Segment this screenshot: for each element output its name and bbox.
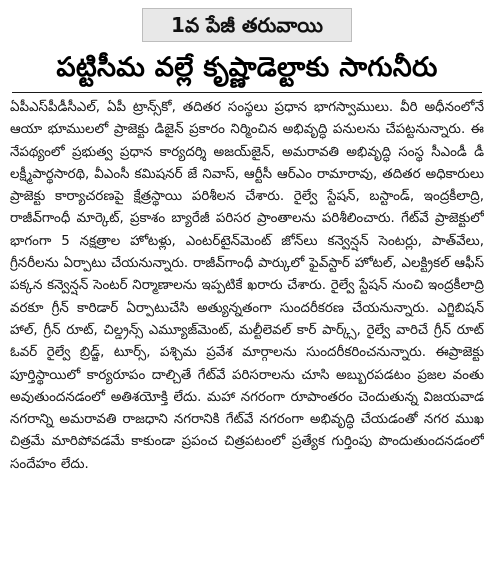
article-body: ఏపీఎస్‌పీడీసీఎల్‌, ఏపీ ట్రాన్స్‌కో, తదితర సంస్థలు ప్రధాన భాగస్వాములు. వీరి అధీనంలోనే ఆయా భూములలో ప్రాజెక్టు డిజైన్‌ ప్రకారం నిర్మించిన అభివృద్ధి పనులను చేపట్టనున్నారు. ఈ నేపథ్యంలో ప్రభుత్వ ప్రధాన కార్యదర్శి అజయ్‌జైన్‌, అమరావతి అభివృద్ధి సంస్థ సీఎండీ డీ లక్ష్మీపార్థసారథి, వీఎంసీ కమిషనర్‌ జే నివాస్‌, ఆర్టీసీ ఆర్‌ఎం రామారావు, తదితర అధికారులు ప్రాజెక్టు కార్యాచరణపై క్షేత్రస్థాయి పరిశీలన చేశారు. రైల్వే స్టేషన్‌, బస్టాండ్‌, ఇంద్రకీలాద్రి, రాజీవ్‌గాంధీ మార్కెట్‌, ప్రకాశం బ్యారేజీ పరిసర ప్రాంతాలను పరిశీలించారు. గేట్‌వే ప్రాజెక్టులో భాగంగా 5 నక్షత్రాల హోటళ్లు, ఎంటర్‌టైన్‌మెంట్‌ జోన్‌లు కన్వెన్షన్‌ సెంటర్లు, పాత్‌వేలు, గ్రీనరీలను ఏర్పాటు చేయనున్నారు. రాజీవ్‌గాంధీ పార్కులో ఫైవ్‌స్టార్‌ హోటల్‌, ఎలక్ట్రికల్‌ ఆఫీస్‌ పక్కన కన్వెన్షన్‌ సెంటర్‌ నిర్మాణాలను ఇప్పటికే ఖరారు చేశారు. రైల్వే స్టేషన్‌ నుంచి ఇంద్రకీలాద్రి వరకూ గ్రీన్‌ కారిడార్‌ ఏర్పాటుచేసి అత్యున్నతంగా సుందరీకరణ చేయనున్నారు. ఎగ్జిబిషన్‌ హాల్‌, గ్రీన్‌ రూట్‌, చిల్డ్రన్స్‌ ఎమ్యూజ్‌మెంట్‌, మల్టీలెవల్‌ కార్‌ పార్క్స్‌, రైల్వే వారిచే గ్రీన్‌ రూట్‌ ఓవర్‌ రైల్వే బ్రిడ్జ్‌, టూర్స్‌, పశ్చిమ ప్రవేశ మార్గాలను సుందరీకరించనున్నారు. ఈప్రాజెక్టు పూర్తిస్థాయిలో కార్యరూపం దాల్చితే గేట్‌వే పరిసరాలను చూసి అబ్బురపడటం ప్రజల వంతు అవుతుందనడంలో అతిశయోక్తి లేదు. మహా నగరంగా రూపాంతరం చెందుతున్న విజయవాడ నగరాన్ని అమరావతి రాజధాని నగరానికి గేట్‌వే నగరంగా అభివృద్ధి చేయడంతో నగర ముఖ చిత్రమే మారిపోవడమే కాకుండా ప్రపంచ చిత్రపటంలో ప్రత్యేక గుర్తింపు పొందుతుందనడంలో సందేహం లేదు.	[10, 100, 484, 472]
headline-divider	[12, 92, 482, 93]
continuation-banner-row	[10, 8, 484, 42]
continuation-banner: 1వ పేజీ తరువాయి	[142, 8, 352, 42]
article-headline: పట్టిసీమ వల్లే కృష్ణాడెల్టాకు సాగునీరు	[56, 52, 438, 83]
